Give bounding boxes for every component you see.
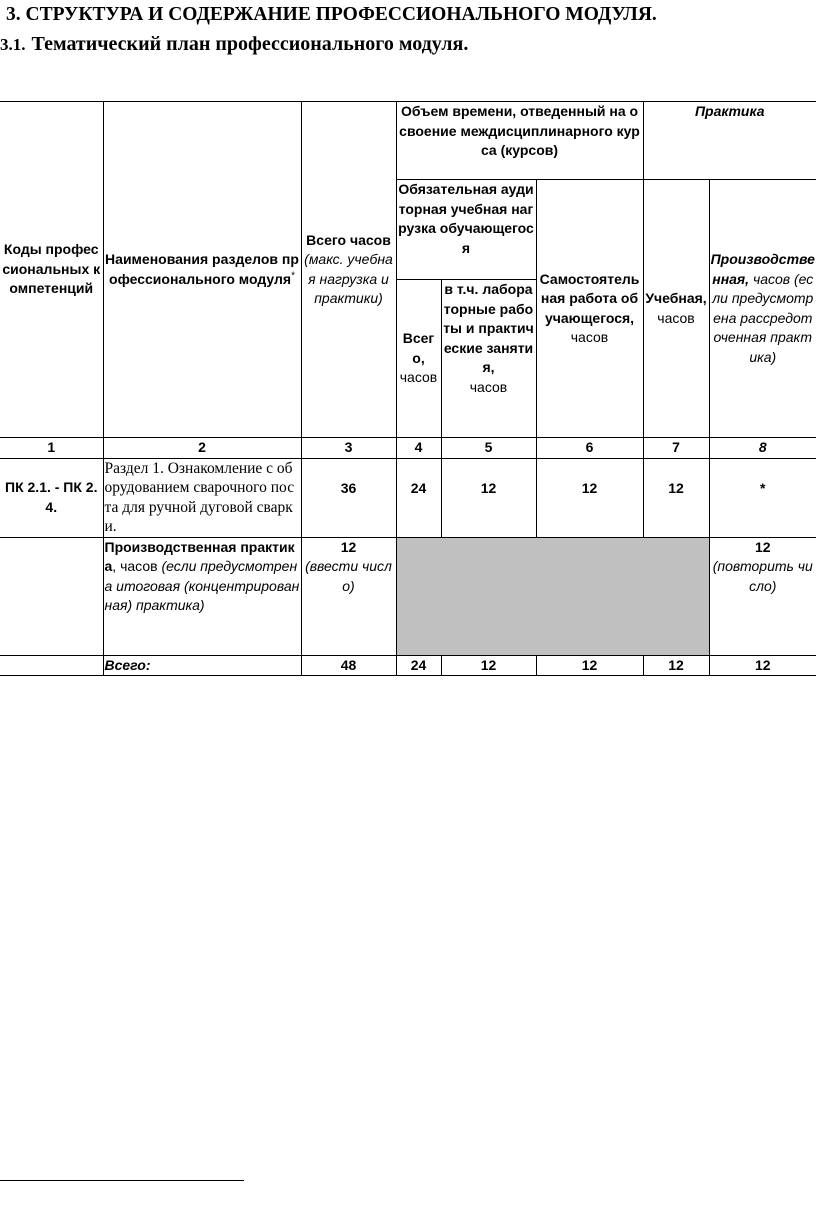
row2-name-plain: , часов [112, 558, 162, 574]
header-production-unit: часов [752, 270, 791, 287]
header-lab-text: в т.ч. лабораторные работы и практические занятия, [443, 281, 534, 375]
row2-name-note: (если предусмотрена итоговая (концентрированная) практика) [104, 558, 300, 613]
footnote-mark: * [291, 269, 295, 281]
header-volume [396, 102, 643, 180]
subsection-title [0, 33, 468, 56]
thematic-plan-table [0, 101, 816, 676]
row1-educational: 12 [643, 458, 709, 537]
column-number: 2 [103, 438, 301, 459]
header-lab [441, 280, 536, 438]
row1-production: * [709, 458, 816, 537]
column-number: 5 [441, 438, 536, 459]
header-all-text: Всего, [402, 330, 435, 366]
column-number: 3 [301, 438, 396, 459]
header-total-text: Всего часов [306, 231, 391, 248]
header-production [709, 180, 816, 438]
row1-independent: 12 [536, 458, 643, 537]
row2-code [0, 537, 103, 655]
header-total [301, 102, 396, 438]
header-all [396, 280, 441, 438]
row2-production [709, 537, 816, 655]
header-all-unit: часов [399, 369, 438, 386]
header-independent-unit: часов [570, 329, 609, 345]
total-total: 48 [301, 655, 396, 676]
header-production-note: (если предусмотрена рассредоточенная практика) [712, 270, 814, 365]
total-independent: 12 [536, 655, 643, 676]
header-practice [643, 102, 816, 180]
total-label: Всего: [103, 655, 301, 676]
header-practice-text: Практика [694, 103, 765, 119]
subsection-number: 3.1. [0, 35, 26, 54]
section-title: 3. СТРУКТУРА И СОДЕРЖАНИЕ ПРОФЕССИОНАЛЬНОГО МОДУЛЯ. [6, 4, 657, 25]
header-codes-text: Коды профессиональных компетенций [2, 241, 101, 297]
total-educational: 12 [643, 655, 709, 676]
row2-name [103, 537, 301, 655]
table-row [0, 537, 816, 655]
footnote-separator [0, 1180, 244, 1181]
header-lab-unit: часов [469, 378, 508, 395]
header-names-text: Наименования разделов профессионального модуля [105, 251, 299, 287]
header-educational-text: Учебная, [645, 290, 707, 306]
header-codes [0, 102, 103, 438]
row2-shaded-cells [396, 537, 709, 655]
row1-lab: 12 [441, 458, 536, 537]
total-production: 12 [709, 655, 816, 676]
header-independent [536, 180, 643, 438]
total-code [0, 655, 103, 676]
header-educational [643, 180, 709, 438]
header-total-note: (макс. учебная нагрузка и практики) [304, 251, 393, 306]
row2-production-note: (повторить число) [712, 558, 813, 594]
column-number: 8 [709, 438, 816, 459]
column-numbers-row [0, 438, 816, 459]
header-mandatory-text: Обязательная аудиторная учебная нагрузка обучающегося [398, 181, 534, 256]
row1-name: Раздел 1. Ознакомление с оборудованием сварочного поста для ручной дуговой сварки. [103, 458, 301, 537]
header-mandatory [396, 180, 536, 280]
column-number: 7 [643, 438, 709, 459]
row1-code: ПК 2.1. - ПК 2.4. [0, 458, 103, 537]
row2-total-value: 12 [340, 538, 357, 555]
total-lab: 12 [441, 655, 536, 676]
total-all: 24 [396, 655, 441, 676]
row2-total [301, 537, 396, 655]
row2-total-note: (ввести число) [305, 558, 392, 594]
header-educational-unit: часов [657, 309, 695, 326]
column-number: 6 [536, 438, 643, 459]
total-row [0, 655, 816, 676]
row2-name-bold: Производственная практика [104, 538, 295, 574]
header-volume-text: Объем времени, отведенный на освоение междисциплинарного курса (курсов) [399, 103, 640, 158]
header-names [103, 102, 301, 438]
subsection-text: Тематический план профессионального модуля. [31, 33, 469, 55]
row1-all: 24 [396, 458, 441, 537]
table-row [0, 458, 816, 537]
column-number: 4 [396, 438, 441, 459]
header-independent-text: Самостоятельная работа обучающегося, [539, 270, 640, 326]
column-number: 1 [0, 438, 103, 459]
row1-total: 36 [301, 458, 396, 537]
header-production-text: Производственная, [710, 251, 815, 287]
row2-production-value: 12 [754, 538, 771, 555]
